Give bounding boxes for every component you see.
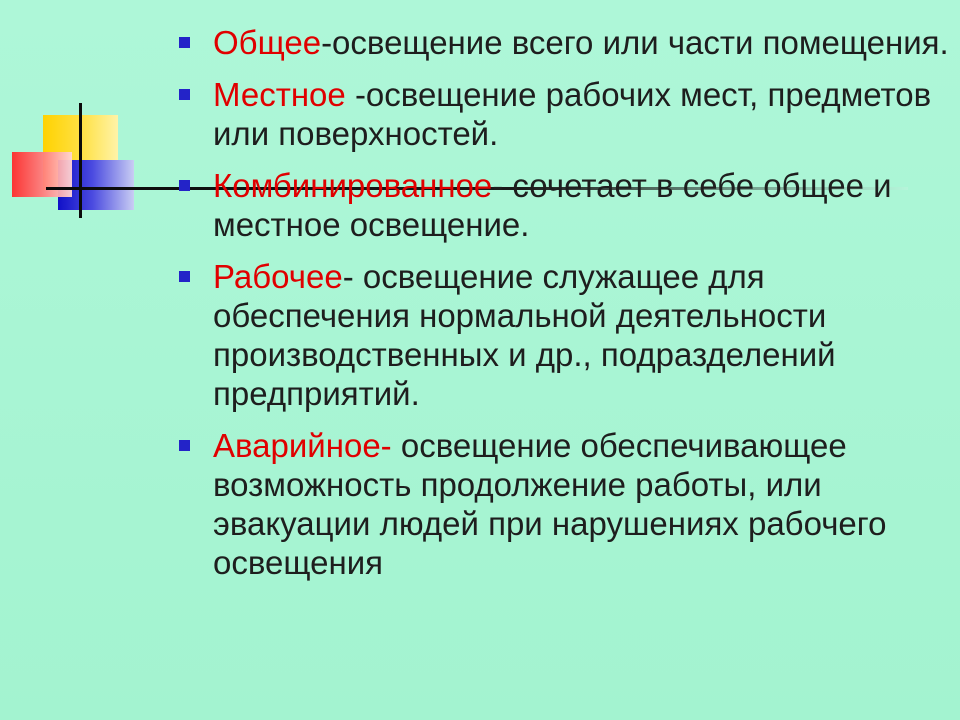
red-square xyxy=(12,152,72,197)
square-bullet-icon xyxy=(179,440,190,451)
list-item xyxy=(170,75,950,153)
vertical-rule xyxy=(79,103,82,218)
list-item xyxy=(170,166,950,244)
list-item xyxy=(170,23,950,62)
definition: освещение обеспечивающее возможность продолжение работы, или эвакуации людей при нарушениях рабочего освещения xyxy=(213,427,887,581)
bullet-list xyxy=(170,23,950,595)
definition: - освещение служащее для обеспечения нормальной деятельности производственных и др., подразделений предприятий. xyxy=(213,258,836,412)
square-bullet-icon xyxy=(179,271,190,282)
term: Местное xyxy=(213,76,355,113)
list-item xyxy=(170,257,950,413)
definition: - сочетает в себе общее и местное освещение. xyxy=(213,167,892,243)
list-item xyxy=(170,426,950,582)
term: Аварийное- xyxy=(213,427,401,464)
square-bullet-icon xyxy=(179,37,190,48)
square-bullet-icon xyxy=(179,180,190,191)
term: Общее xyxy=(213,24,322,61)
term: Комбинированное xyxy=(213,167,493,204)
definition: -освещение всего или части помещения. xyxy=(321,24,949,61)
square-bullet-icon xyxy=(179,89,190,100)
term: Рабочее xyxy=(213,258,343,295)
definition: -освещение рабочих мест, предметов или поверхностей. xyxy=(213,76,932,152)
